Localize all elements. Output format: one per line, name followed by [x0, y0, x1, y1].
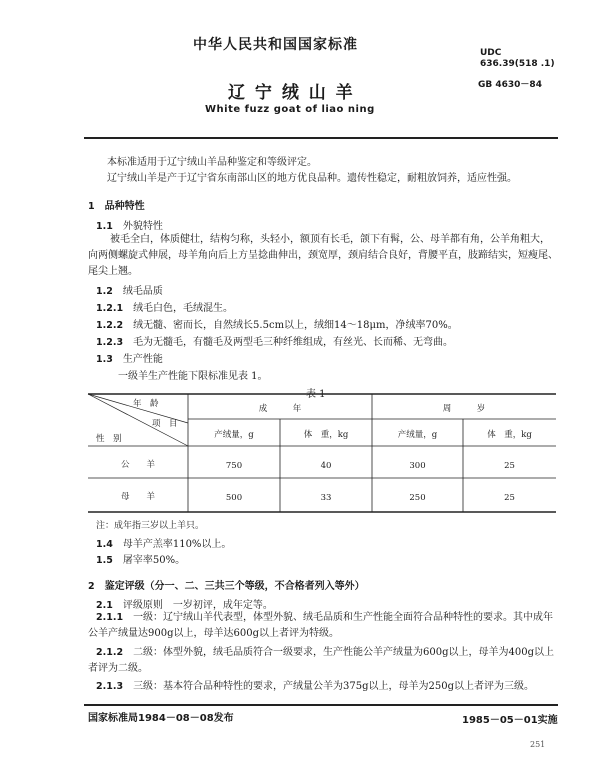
table-cell: 300 [409, 461, 426, 471]
section-1-1-heading [96, 217, 163, 232]
section-1-3-text: 一级羊生产性能下限标准见表 1。 [118, 371, 268, 382]
table-caption: 表 1 [306, 389, 326, 400]
section-number: 1.2.3 [96, 337, 124, 348]
section-1-2-3 [96, 333, 453, 348]
section-2-1-1 [88, 610, 558, 642]
section-number: 2.1.1 [96, 612, 124, 623]
table-cell: 25 [504, 493, 515, 503]
table-header-age: 年 龄 [133, 399, 159, 409]
section-number: 1.2 [96, 286, 113, 297]
table-header-adult: 成 年 [258, 404, 302, 414]
issue-date: 国家标准局1984－08－08发布 [88, 713, 234, 724]
section-title: 绒毛品质 [122, 286, 163, 297]
section-1-2-1 [96, 299, 233, 314]
section-2-1-3 [88, 679, 558, 695]
table-header-item: 项 目 [152, 419, 178, 429]
section-1-5 [96, 551, 185, 566]
table-row-label: 母 羊 [120, 492, 155, 502]
section-1-3-heading [96, 350, 163, 365]
section-text: 母羊产羔率110%以上。 [122, 539, 232, 550]
section-text: 二级：体型外貌，绒毛品质符合一级要求，生产性能公羊产绒量为600g以上，母羊为400g以上者评为二级。 [88, 647, 555, 674]
table-cell: 500 [225, 493, 243, 503]
section-number: 1.2.2 [96, 320, 124, 331]
section-2-heading [88, 577, 365, 592]
section-number: 1.5 [96, 555, 113, 566]
footer-rule [84, 704, 558, 706]
intro-paragraph-1: 本标准适用于辽宁绒山羊品种鉴定和等级评定。 [107, 157, 317, 168]
table-col-adult-weight: 体 重，kg [303, 430, 349, 440]
section-1-2-heading [96, 282, 163, 297]
section-text: 屠宰率50%。 [122, 555, 186, 566]
table-cell: 40 [320, 461, 332, 471]
table-note: 注：成年指三岁以上羊只。 [96, 521, 205, 531]
section-title: 鉴定评级（分一、二、三共三个等级，不合格者列入等外） [104, 581, 365, 592]
table-cell: 33 [320, 493, 332, 503]
section-1-1-text: 被毛全白，体质健壮，结构匀称，头轻小，额顶有长毛，颌下有髯，公、母羊都有角，公羊角粗大，向两侧螺旋式伸展，母羊角向后上方呈捻曲伸出，颈宽厚，颈肩结合良好，背腰平直，肢蹄结实，短瘦尾、尾尖上翘。 [88, 234, 558, 277]
effective-date: 1985－05－01实施 [462, 715, 558, 726]
section-number: 1 [88, 201, 95, 212]
section-number: 2.1.2 [96, 647, 124, 658]
section-1-4 [96, 535, 231, 550]
section-text: 评级原则 一岁初评，成年定等。 [122, 600, 273, 611]
table-row-label: 公 羊 [120, 460, 155, 470]
table-header-yearling: 周 岁 [442, 404, 486, 414]
header-rule [84, 137, 558, 139]
section-number: 1.2.1 [96, 303, 124, 314]
table-col-yearling-yield: 产绒量，g [397, 430, 438, 440]
section-text: 绒无髓、密而长，自然绒长5.5cm以上，绒细14～18μm，净绒率70%。 [133, 320, 458, 331]
table-col-yearling-weight: 体 重，kg [487, 430, 532, 440]
english-title: White fuzz goat of liao ning [205, 104, 375, 115]
standard-number: GB 4630－84 [478, 80, 542, 90]
page-title: 辽 宁 绒 山 羊 [228, 83, 355, 103]
section-number: 2.1.3 [96, 681, 124, 692]
section-title: 外貌特性 [122, 221, 163, 232]
section-1-heading [88, 197, 145, 212]
section-text: 毛为无髓毛，有髓毛及两型毛三种纤维组成，有丝光、长而稀、无弯曲。 [133, 337, 454, 348]
section-number: 1.3 [96, 354, 113, 365]
section-title: 品种特性 [104, 201, 145, 212]
section-number: 1.1 [96, 221, 113, 232]
section-number: 2 [88, 581, 95, 592]
section-2-1 [96, 596, 273, 611]
section-title: 生产性能 [122, 354, 163, 365]
table-cell: 25 [504, 461, 515, 471]
page-number: 251 [530, 740, 546, 749]
section-text: 一级：辽宁绒山羊代表型，体型外貌、绒毛品质和生产性能全面符合品种特性的要求。其中成年公羊产绒量达900g以上，母羊达600g以上者评为特级。 [88, 612, 554, 639]
section-number: 2.1 [96, 600, 113, 611]
intro-paragraph-2: 辽宁绒山羊是产于辽宁省东南部山区的地方优良品种。遗传性稳定，耐粗放饲养，适应性强。 [107, 173, 517, 184]
section-text: 三级：基本符合品种特性的要求，产绒量公羊为375g以上，母羊为250g以上者评为三级。 [133, 681, 535, 692]
section-2-1-2 [88, 645, 558, 677]
table-header-sex: 性 别 [96, 434, 122, 444]
section-number: 1.4 [96, 539, 113, 550]
section-1-2-2 [96, 316, 458, 331]
issuing-country-heading: 中华人民共和国国家标准 [193, 37, 358, 53]
table-col-adult-yield: 产绒量，g [214, 430, 254, 440]
udc-code: UDC 636.39(518 .1) [480, 48, 555, 69]
table-cell: 250 [409, 493, 426, 503]
section-text: 绒毛白色，毛绒混生。 [133, 303, 234, 314]
table-cell: 750 [225, 461, 243, 471]
